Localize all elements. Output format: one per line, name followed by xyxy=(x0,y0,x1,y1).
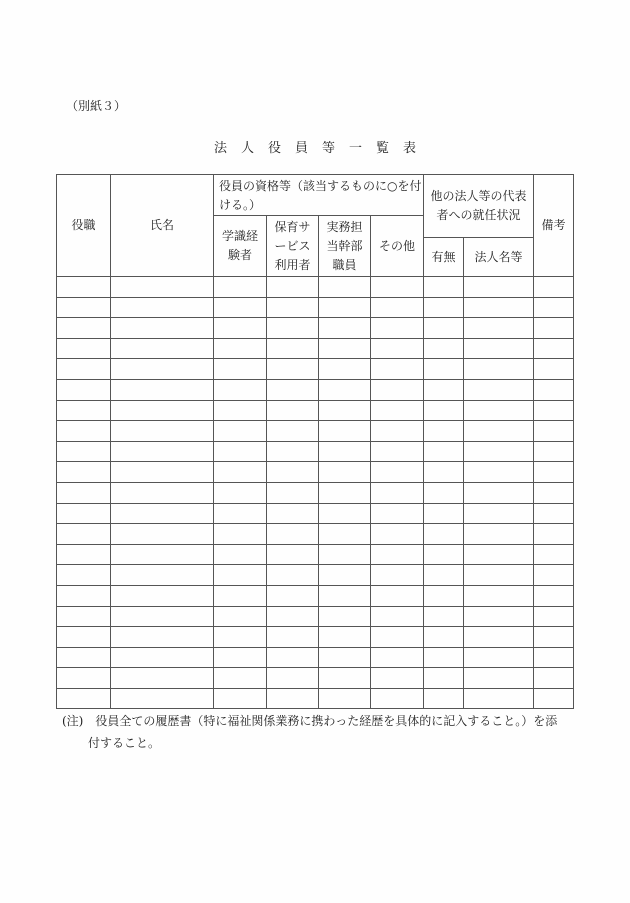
table-cell[interactable] xyxy=(111,297,214,318)
header-position: 役職 xyxy=(57,175,111,277)
table-cell[interactable] xyxy=(214,338,267,359)
table-cell[interactable] xyxy=(464,544,534,565)
table-cell[interactable] xyxy=(319,297,371,318)
header-representative-group: 他の法人等の代表者への就任状況 xyxy=(424,175,534,238)
table-cell[interactable] xyxy=(464,482,534,503)
header-staff: 実務担当幹部職員 xyxy=(319,216,371,277)
table-cell[interactable] xyxy=(57,565,111,586)
table-cell[interactable] xyxy=(111,359,214,380)
header-service-user: 保育サービス利用者 xyxy=(267,216,319,277)
table-cell[interactable] xyxy=(111,400,214,421)
table-cell[interactable] xyxy=(214,524,267,545)
table-cell[interactable] xyxy=(371,647,424,668)
table-cell[interactable] xyxy=(464,338,534,359)
table-cell[interactable] xyxy=(319,585,371,606)
table-cell[interactable] xyxy=(111,441,214,462)
table-row xyxy=(57,627,574,648)
table-row xyxy=(57,482,574,503)
table-cell[interactable] xyxy=(534,297,574,318)
table-cell[interactable] xyxy=(424,544,464,565)
table-cell[interactable] xyxy=(464,647,534,668)
table-cell[interactable] xyxy=(111,318,214,339)
table-cell[interactable] xyxy=(267,338,319,359)
table-cell[interactable] xyxy=(319,421,371,442)
header-other: その他 xyxy=(371,216,424,277)
table-cell[interactable] xyxy=(319,277,371,298)
table-cell[interactable] xyxy=(534,482,574,503)
table-cell[interactable] xyxy=(464,606,534,627)
table-cell[interactable] xyxy=(57,482,111,503)
table-cell[interactable] xyxy=(111,277,214,298)
table-cell[interactable] xyxy=(214,668,267,689)
table-cell[interactable] xyxy=(214,359,267,380)
table-cell[interactable] xyxy=(319,441,371,462)
table-row xyxy=(57,606,574,627)
table-cell[interactable] xyxy=(214,503,267,524)
table-row xyxy=(57,379,574,400)
table-cell[interactable] xyxy=(214,627,267,648)
table-cell[interactable] xyxy=(424,627,464,648)
table-cell[interactable] xyxy=(424,688,464,709)
table-cell[interactable] xyxy=(534,379,574,400)
table-cell[interactable] xyxy=(214,297,267,318)
table-cell[interactable] xyxy=(464,688,534,709)
table-cell[interactable] xyxy=(371,379,424,400)
table-cell[interactable] xyxy=(534,318,574,339)
table-cell[interactable] xyxy=(267,524,319,545)
table-cell[interactable] xyxy=(464,277,534,298)
table-cell[interactable] xyxy=(267,359,319,380)
table-row xyxy=(57,277,574,298)
table-cell[interactable] xyxy=(371,688,424,709)
table-cell[interactable] xyxy=(371,277,424,298)
table-cell[interactable] xyxy=(424,441,464,462)
table-cell[interactable] xyxy=(424,482,464,503)
table-cell[interactable] xyxy=(319,503,371,524)
table-cell[interactable] xyxy=(111,338,214,359)
table-cell[interactable] xyxy=(57,688,111,709)
table-cell[interactable] xyxy=(424,318,464,339)
table-cell[interactable] xyxy=(267,544,319,565)
table-cell[interactable] xyxy=(111,565,214,586)
table-cell[interactable] xyxy=(111,627,214,648)
table-cell[interactable] xyxy=(111,688,214,709)
table-row xyxy=(57,441,574,462)
table-cell[interactable] xyxy=(111,668,214,689)
table-row xyxy=(57,297,574,318)
table-cell[interactable] xyxy=(371,503,424,524)
header-academic: 学識経験者 xyxy=(214,216,267,277)
table-cell[interactable] xyxy=(534,359,574,380)
table-cell[interactable] xyxy=(534,668,574,689)
table-cell[interactable] xyxy=(534,585,574,606)
table-row xyxy=(57,647,574,668)
table-cell[interactable] xyxy=(111,544,214,565)
table-cell[interactable] xyxy=(267,503,319,524)
table-cell[interactable] xyxy=(267,585,319,606)
table-cell[interactable] xyxy=(57,606,111,627)
table-cell[interactable] xyxy=(534,503,574,524)
table-cell[interactable] xyxy=(57,359,111,380)
table-cell[interactable] xyxy=(111,421,214,442)
table-cell[interactable] xyxy=(534,688,574,709)
table-cell[interactable] xyxy=(424,647,464,668)
table-cell[interactable] xyxy=(319,565,371,586)
table-cell[interactable] xyxy=(371,627,424,648)
table-cell[interactable] xyxy=(371,606,424,627)
table-cell[interactable] xyxy=(214,318,267,339)
header-remarks: 備考 xyxy=(534,175,574,277)
note xyxy=(62,710,582,754)
table-cell[interactable] xyxy=(57,503,111,524)
table-cell[interactable] xyxy=(424,668,464,689)
table-cell[interactable] xyxy=(371,441,424,462)
table-cell[interactable] xyxy=(464,524,534,545)
table-cell[interactable] xyxy=(424,338,464,359)
table-cell[interactable] xyxy=(424,565,464,586)
table-row xyxy=(57,565,574,586)
header-name: 氏名 xyxy=(111,175,214,277)
header-qualification-group: 役員の資格等（該当するものに○を付ける。） xyxy=(214,175,424,216)
table-cell[interactable] xyxy=(214,462,267,483)
table-row xyxy=(57,318,574,339)
note-line-1: (注) 役員全ての履歴書（特に福祉関係業務に携わった経歴を具体的に記入すること。）を添 xyxy=(62,714,558,728)
table-cell[interactable] xyxy=(267,297,319,318)
table-row xyxy=(57,688,574,709)
table-cell[interactable] xyxy=(371,544,424,565)
table-row xyxy=(57,544,574,565)
table-cell[interactable] xyxy=(319,668,371,689)
table-cell[interactable] xyxy=(57,421,111,442)
table-cell[interactable] xyxy=(267,318,319,339)
table-cell[interactable] xyxy=(424,277,464,298)
table-cell[interactable] xyxy=(214,565,267,586)
table-cell[interactable] xyxy=(319,400,371,421)
table-cell[interactable] xyxy=(424,297,464,318)
table-cell[interactable] xyxy=(534,606,574,627)
table-cell[interactable] xyxy=(534,338,574,359)
table-cell[interactable] xyxy=(319,338,371,359)
table-cell[interactable] xyxy=(267,482,319,503)
table-cell[interactable] xyxy=(319,544,371,565)
table-cell[interactable] xyxy=(464,565,534,586)
table-cell[interactable] xyxy=(534,400,574,421)
table-row xyxy=(57,462,574,483)
header-has-role: 有無 xyxy=(424,238,464,277)
table-cell[interactable] xyxy=(57,400,111,421)
table-row xyxy=(57,668,574,689)
table-cell[interactable] xyxy=(319,462,371,483)
table-cell[interactable] xyxy=(214,606,267,627)
table-cell[interactable] xyxy=(534,647,574,668)
table-row xyxy=(57,359,574,380)
table-cell[interactable] xyxy=(111,647,214,668)
table-cell[interactable] xyxy=(111,379,214,400)
table-cell[interactable] xyxy=(111,585,214,606)
table-cell[interactable] xyxy=(57,585,111,606)
table-cell[interactable] xyxy=(424,503,464,524)
table-cell[interactable] xyxy=(267,277,319,298)
table-cell[interactable] xyxy=(267,441,319,462)
table-cell[interactable] xyxy=(319,379,371,400)
table-cell[interactable] xyxy=(464,441,534,462)
table-cell[interactable] xyxy=(57,277,111,298)
table-cell[interactable] xyxy=(214,400,267,421)
table-cell[interactable] xyxy=(371,359,424,380)
table-row xyxy=(57,338,574,359)
table-cell[interactable] xyxy=(214,647,267,668)
table-cell[interactable] xyxy=(464,668,534,689)
table-cell[interactable] xyxy=(534,441,574,462)
table-cell[interactable] xyxy=(464,400,534,421)
table-cell[interactable] xyxy=(57,544,111,565)
table-row xyxy=(57,585,574,606)
page-title: 法人役員等一覧表 xyxy=(213,141,430,156)
table-cell[interactable] xyxy=(424,379,464,400)
annex-label: （別紙３） xyxy=(66,99,127,113)
table-cell[interactable] xyxy=(371,318,424,339)
table-cell[interactable] xyxy=(57,318,111,339)
table-cell[interactable] xyxy=(371,297,424,318)
table-cell[interactable] xyxy=(534,544,574,565)
table-cell[interactable] xyxy=(267,565,319,586)
table-cell[interactable] xyxy=(464,503,534,524)
table-cell[interactable] xyxy=(424,606,464,627)
table-cell[interactable] xyxy=(371,482,424,503)
table-cell[interactable] xyxy=(57,338,111,359)
table-cell[interactable] xyxy=(424,462,464,483)
table-cell[interactable] xyxy=(57,379,111,400)
table-cell[interactable] xyxy=(267,668,319,689)
table-cell[interactable] xyxy=(534,421,574,442)
table-cell[interactable] xyxy=(319,627,371,648)
table-cell[interactable] xyxy=(424,585,464,606)
table-cell[interactable] xyxy=(371,668,424,689)
table-cell[interactable] xyxy=(111,482,214,503)
table-cell[interactable] xyxy=(57,462,111,483)
table-cell[interactable] xyxy=(267,462,319,483)
table-cell[interactable] xyxy=(111,524,214,545)
table-cell[interactable] xyxy=(111,606,214,627)
table-cell[interactable] xyxy=(214,482,267,503)
table-cell[interactable] xyxy=(111,462,214,483)
table-cell[interactable] xyxy=(214,585,267,606)
table-cell[interactable] xyxy=(371,421,424,442)
table-row xyxy=(57,503,574,524)
table-cell[interactable] xyxy=(319,524,371,545)
table-cell[interactable] xyxy=(319,359,371,380)
table-cell[interactable] xyxy=(57,668,111,689)
table-row xyxy=(57,524,574,545)
table-cell[interactable] xyxy=(371,400,424,421)
table-cell[interactable] xyxy=(267,400,319,421)
officer-table xyxy=(56,174,574,709)
table-cell[interactable] xyxy=(534,524,574,545)
table-cell[interactable] xyxy=(464,585,534,606)
table-cell[interactable] xyxy=(371,524,424,545)
table-cell[interactable] xyxy=(371,338,424,359)
table-cell[interactable] xyxy=(267,688,319,709)
table-cell[interactable] xyxy=(57,627,111,648)
table-cell[interactable] xyxy=(57,647,111,668)
table-cell[interactable] xyxy=(319,647,371,668)
table-cell[interactable] xyxy=(371,585,424,606)
table-row xyxy=(57,421,574,442)
table-cell[interactable] xyxy=(534,277,574,298)
table-cell[interactable] xyxy=(214,379,267,400)
table-cell[interactable] xyxy=(57,441,111,462)
table-cell[interactable] xyxy=(371,462,424,483)
table-cell[interactable] xyxy=(424,524,464,545)
table-cell[interactable] xyxy=(319,606,371,627)
table-cell[interactable] xyxy=(57,524,111,545)
table-cell[interactable] xyxy=(464,359,534,380)
header-corp-name: 法人名等 xyxy=(464,238,534,277)
table-cell[interactable] xyxy=(267,627,319,648)
note-line-2: 付すること。 xyxy=(88,736,161,750)
table-cell[interactable] xyxy=(267,647,319,668)
table-cell[interactable] xyxy=(534,627,574,648)
table-cell[interactable] xyxy=(214,441,267,462)
table-cell[interactable] xyxy=(464,462,534,483)
table-cell[interactable] xyxy=(214,544,267,565)
table-cell[interactable] xyxy=(57,297,111,318)
table-cell[interactable] xyxy=(534,565,574,586)
table-cell[interactable] xyxy=(319,318,371,339)
table-cell[interactable] xyxy=(424,359,464,380)
table-cell[interactable] xyxy=(267,606,319,627)
table-cell[interactable] xyxy=(424,400,464,421)
table-cell[interactable] xyxy=(464,379,534,400)
table-cell[interactable] xyxy=(424,421,464,442)
table-cell[interactable] xyxy=(319,688,371,709)
table-cell[interactable] xyxy=(214,688,267,709)
table-cell[interactable] xyxy=(267,421,319,442)
table-cell[interactable] xyxy=(214,277,267,298)
table-cell[interactable] xyxy=(534,462,574,483)
table-cell[interactable] xyxy=(319,482,371,503)
table-row xyxy=(57,400,574,421)
table-cell[interactable] xyxy=(464,421,534,442)
table-cell[interactable] xyxy=(214,421,267,442)
table-cell[interactable] xyxy=(464,297,534,318)
table-cell[interactable] xyxy=(267,379,319,400)
table-cell[interactable] xyxy=(111,503,214,524)
table-cell[interactable] xyxy=(464,627,534,648)
table-cell[interactable] xyxy=(464,318,534,339)
table-cell[interactable] xyxy=(371,565,424,586)
